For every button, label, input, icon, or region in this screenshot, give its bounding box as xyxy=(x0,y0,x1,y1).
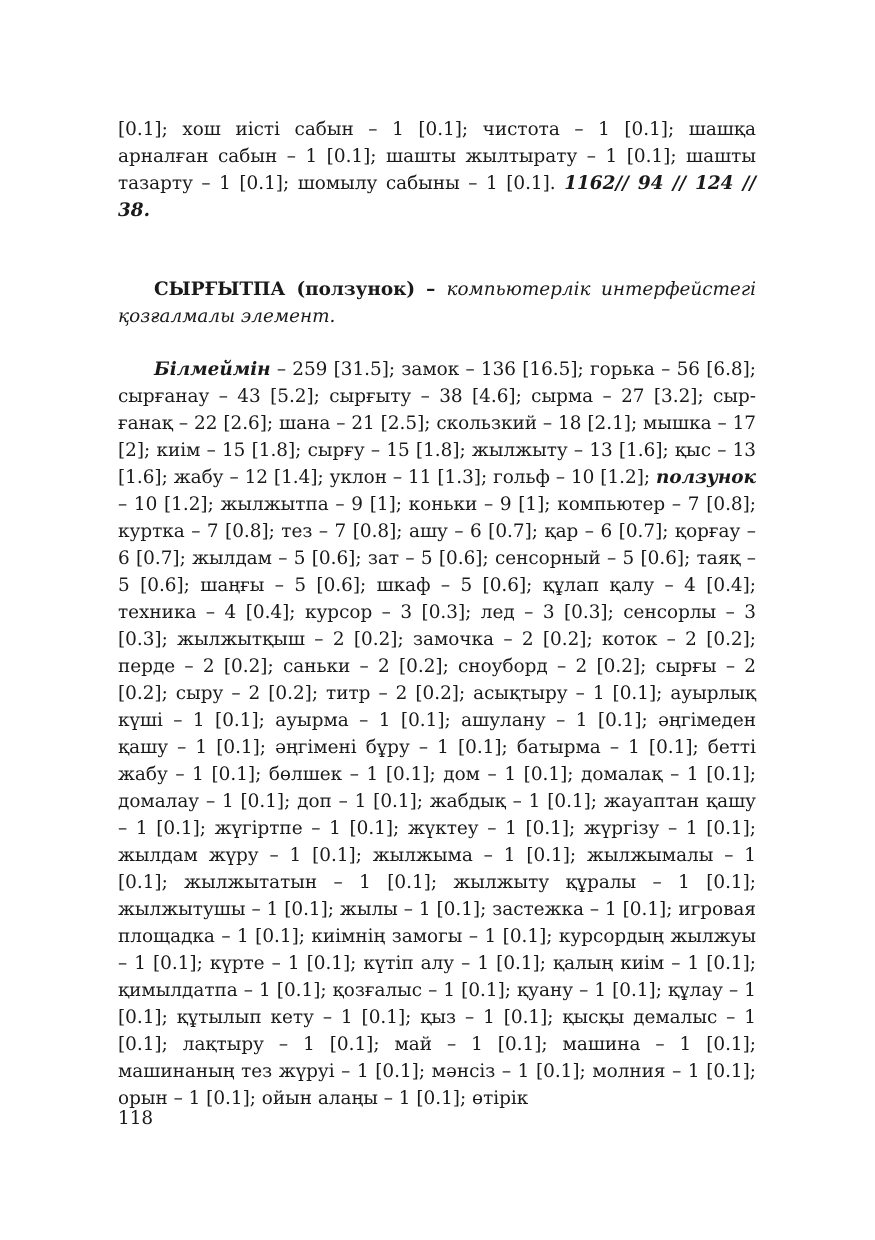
responses-part-1: – 259 [31.5]; замок – 136 [16.5]; горька – 56 [6.8]; сырғанау – 43 [5.2]; сырғыту – 38 [4.6]; сырма – 27 [3.2]; сырғанақ – 22 [2.6]; шана – 21 [2.5]; скользкий – 18 [2.1]; мышка – 17 [2]; киім – 15 [1.8]; сырғу – 15 [1.8]; жылжыту – 13 [1.6]; қыс – 13 [1.6]; жабу – 12 [1.4]; уклон – 11 [1.3]; гольф – 10 [1.2]; xyxy=(118,359,756,488)
response-stimulus: ползунок xyxy=(656,467,756,488)
entry-definition: компьютерлік интерфейстегі қозғалмалы элемент. xyxy=(118,279,756,327)
responses-part-2: – 10 [1.2]; жылжытпа – 9 [1]; коньки – 9 [1]; компьютер – 7 [0.8]; куртка – 7 [0.8]; тез – 7 [0.8]; ашу – 6 [0.7]; қар – 6 [0.7]; қорғау – 6 [0.7]; жылдам – 5 [0.6]; зат – 5 [0.6]; сенсорный – 5 [0.6]; таяқ – 5 [0.6]; шаңғы – 5 [0.6]; шкаф – 5 [0.6]; құлап қалу – 4 [0.4]; техника – 4 [0.4]; курсор – 3 [0.3]; лед – 3 [0.3]; сенсорлы – 3 [0.3]; жылжытқыш – 2 [0.2]; замочка – 2 [0.2]; коток – 2 [0.2]; перде – 2 [0.2]; саньки – 2 [0.2]; сноуборд – 2 [0.2]; сырғы – 2 [0.2]; сыру – 2 [0.2]; титр – 2 [0.2]; асықтыру – 1 [0.1]; ауырлық күші – 1 [0.1]; ауырма – 1 [0.1]; ашулану – 1 [0.1]; әңгімеден қашу – 1 [0.1]; әңгімені бұру – 1 [0.1]; батырма – 1 [0.1]; бетті жабу – 1 [0.1]; бөлшек – 1 [0.1]; дом – 1 [0.1]; домалақ – 1 [0.1]; домалау – 1 [0.1]; доп – 1 [0.1]; жабдық – 1 [0.1]; жауаптан қашу – 1 [0.1]; жүгіртпе – 1 [0.1]; жүктеу – 1 [0.1]; жүргізу – 1 [0.1]; жылдам жүру – 1 [0.1]; жылжыма – 1 [0.1]; жылжымалы – 1 [0.1]; жылжытатын – 1 [0.1]; жылжыту құралы – 1 [0.1]; жылжытушы – 1 [0.1]; жылы – 1 [0.1]; застежка – 1 [0.1]; игровая площадка – 1 [0.1]; киімнің замогы – 1 [0.1]; курсордың жылжуы – 1 [0.1]; күрте – 1 [0.1]; күтіп алу – 1 [0.1]; қалың киім – 1 [0.1]; қимылдатпа – 1 [0.1]; қозғалыс – 1 [0.1]; қуану – 1 [0.1]; құлау – 1 [0.1]; құтылып кету – 1 [0.1]; қыз – 1 [0.1]; қысқы демалыс – 1 [0.1]; лақтыру – 1 [0.1]; май – 1 [0.1]; машина – 1 [0.1]; машинаның тез жүруі – 1 [0.1]; мәнсіз – 1 [0.1]; молния – 1 [0.1]; орын – 1 [0.1]; ойын алаңы – 1 [0.1]; өтірік xyxy=(118,494,756,1109)
carryover-text: [0.1]; хош иісті сабын – 1 [0.1]; чистота – 1 [0.1]; шашқа арналған сабын – 1 [0.1]; шашты жылтырату – 1 [0.1]; шашты тазарту – 1 [0.1]; шомылу сабыны – 1 [0.1]. xyxy=(118,119,756,194)
responses-paragraph xyxy=(118,356,756,1112)
spacer xyxy=(118,330,756,356)
entry-header xyxy=(118,276,756,330)
entry-stats: 1162// 94 // 124 // 38. xyxy=(118,173,757,221)
spacer xyxy=(118,224,756,276)
page-body xyxy=(118,116,756,1112)
response-lead: Білмеймін xyxy=(154,359,271,380)
page-number: 118 xyxy=(118,1108,154,1129)
entry-headword: СЫРҒЫТПА (ползунок) – xyxy=(154,279,447,300)
carryover-paragraph xyxy=(118,116,756,224)
